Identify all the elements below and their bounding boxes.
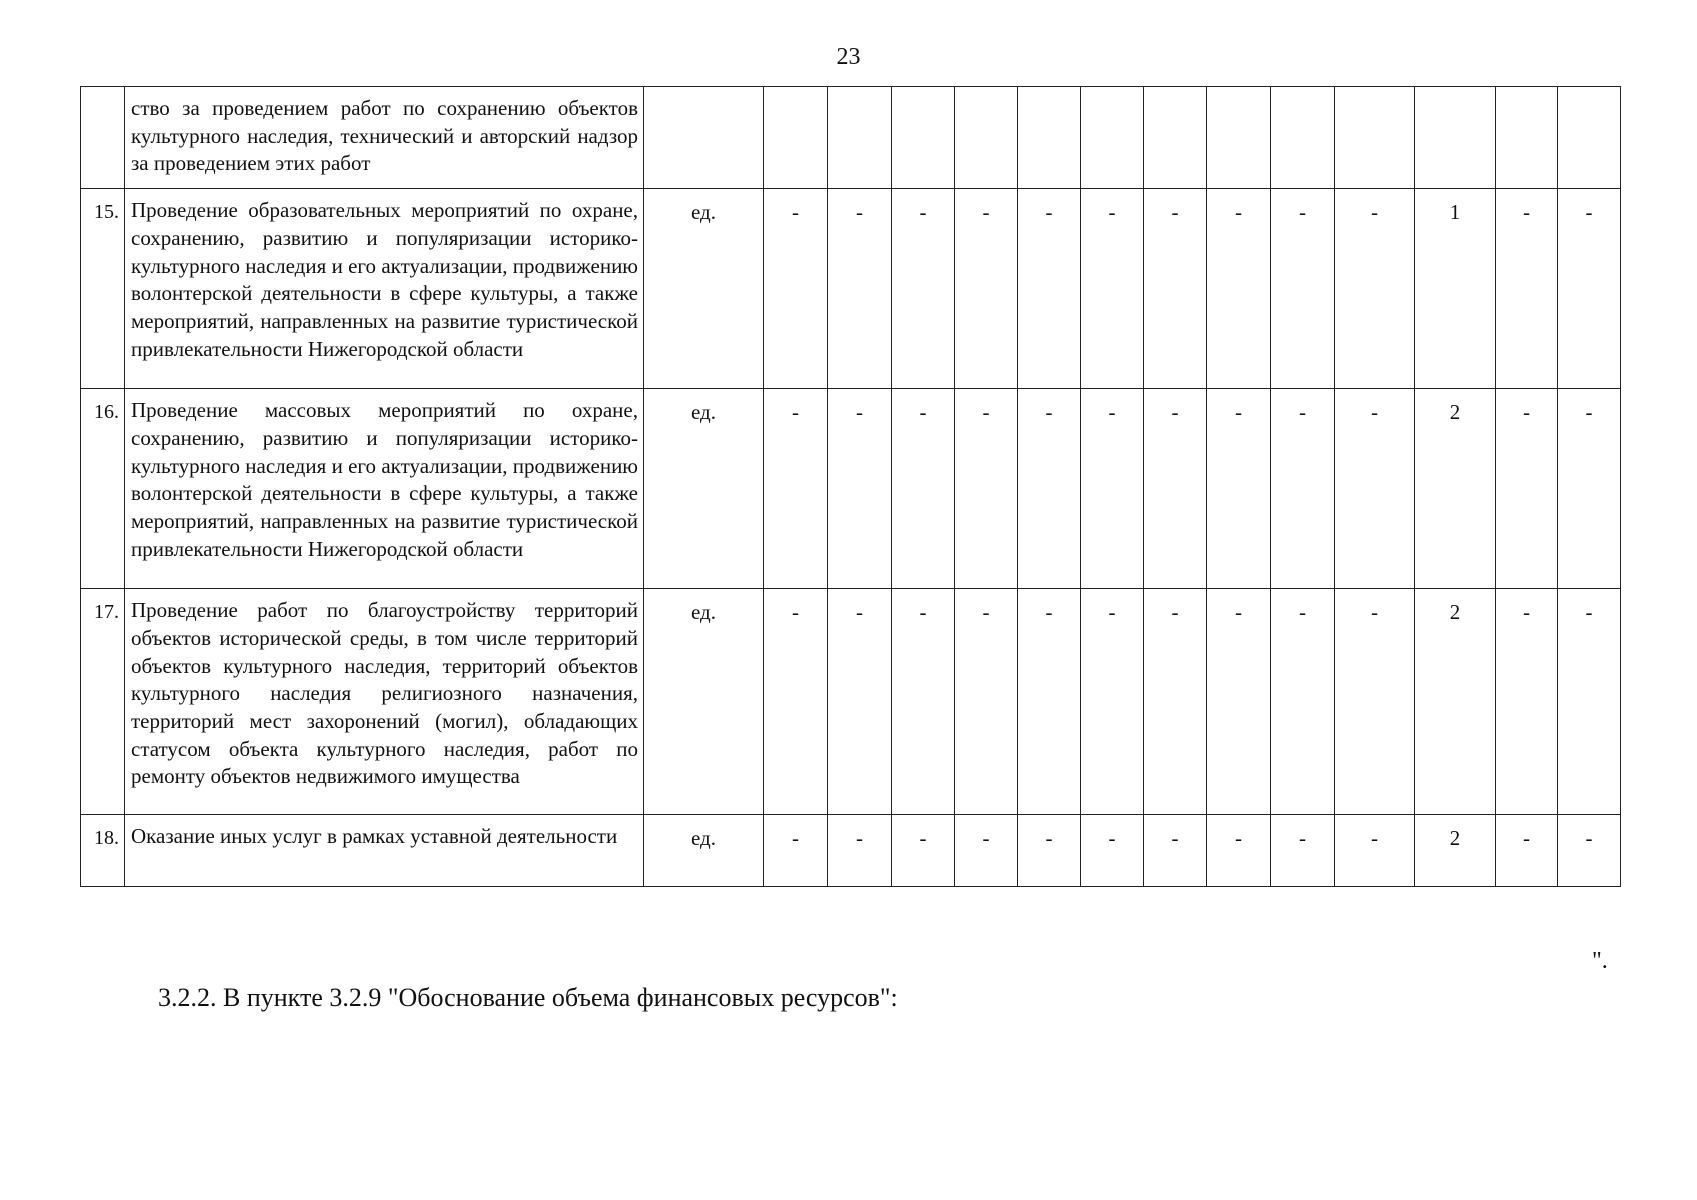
value-cell: - (764, 189, 828, 389)
value-cell: - (1144, 389, 1207, 589)
value-cell: - (1271, 189, 1335, 389)
row-number (81, 87, 125, 189)
value-cell: - (1335, 589, 1415, 815)
value-cell: - (1018, 815, 1081, 887)
value-cell (892, 87, 955, 189)
row-unit: ед. (644, 589, 764, 815)
value-cell: - (1081, 815, 1144, 887)
value-cell (1144, 87, 1207, 189)
value-cell: - (1496, 589, 1558, 815)
value-cell: - (892, 189, 955, 389)
value-cell (828, 87, 892, 189)
value-cell (1415, 87, 1496, 189)
value-cell: - (892, 589, 955, 815)
value-cell: - (764, 589, 828, 815)
value-cell: - (1558, 815, 1621, 887)
value-cell: - (1207, 589, 1271, 815)
value-cell: - (892, 815, 955, 887)
value-cell: - (1207, 389, 1271, 589)
value-cell: - (1207, 815, 1271, 887)
value-cell: - (1207, 189, 1271, 389)
value-cell: - (1271, 589, 1335, 815)
value-cell (1335, 87, 1415, 189)
value-cell (1496, 87, 1558, 189)
value-cell (1207, 87, 1271, 189)
value-cell (1271, 87, 1335, 189)
row-number: 18. (81, 815, 125, 887)
table-row (81, 589, 1621, 815)
table-row (81, 389, 1621, 589)
value-cell: - (1081, 589, 1144, 815)
value-cell: - (955, 189, 1018, 389)
row-name: Проведение образовательных мероприятий по охране, сохранению, развитию и популяризации историко-культурного наследия и его актуализации, продвижению волонтерской деятельности в сфере культуры, а также мероприятий, направленных на развитие туристической привлекательности Нижегородской области (125, 189, 644, 389)
value-cell: - (1496, 189, 1558, 389)
table-row (81, 815, 1621, 887)
table-row (81, 189, 1621, 389)
value-cell: - (764, 389, 828, 589)
closing-quote: ". (1592, 948, 1608, 974)
value-cell: - (828, 815, 892, 887)
row-name: ство за проведением работ по сохранению объектов культурного наследия, технический и авторский надзор за проведением этих работ (125, 87, 644, 189)
paragraph-3-2-2: 3.2.2. В пункте 3.2.9 "Обоснование объема финансовых ресурсов": (158, 983, 898, 1012)
value-cell: - (955, 589, 1018, 815)
row-number: 15. (81, 189, 125, 389)
value-cell: - (955, 815, 1018, 887)
value-cell (1558, 87, 1621, 189)
row-number: 16. (81, 389, 125, 589)
value-cell: 2 (1415, 815, 1496, 887)
value-cell: - (1018, 389, 1081, 589)
row-number: 17. (81, 589, 125, 815)
value-cell: - (1271, 815, 1335, 887)
indicator-table (80, 86, 1621, 887)
page-number: 23 (836, 44, 861, 70)
row-unit: ед. (644, 189, 764, 389)
row-unit: ед. (644, 815, 764, 887)
value-cell: - (1081, 189, 1144, 389)
value-cell: - (1271, 389, 1335, 589)
value-cell (1081, 87, 1144, 189)
value-cell: - (1335, 815, 1415, 887)
value-cell: - (1144, 815, 1207, 887)
value-cell: 1 (1415, 189, 1496, 389)
value-cell: - (1018, 589, 1081, 815)
value-cell: - (955, 389, 1018, 589)
row-name: Проведение массовых мероприятий по охране, сохранению, развитию и популяризации историко-культурного наследия и его актуализации, продвижению волонтерской деятельности в сфере культуры, а также мероприятий, направленных на развитие туристической привлекательности Нижегородской области (125, 389, 644, 589)
value-cell: - (1335, 389, 1415, 589)
value-cell (955, 87, 1018, 189)
value-cell: 2 (1415, 389, 1496, 589)
value-cell: - (1018, 189, 1081, 389)
value-cell: - (764, 815, 828, 887)
row-unit: ед. (644, 389, 764, 589)
table-row (81, 87, 1621, 189)
value-cell: - (828, 189, 892, 389)
value-cell (1018, 87, 1081, 189)
value-cell: - (828, 389, 892, 589)
value-cell: - (1144, 189, 1207, 389)
value-cell: - (1496, 389, 1558, 589)
value-cell: - (1558, 589, 1621, 815)
value-cell: - (1558, 189, 1621, 389)
row-name: Проведение работ по благоустройству территорий объектов исторической среды, в том числе территорий объектов культурного наследия, территорий объектов культурного наследия религиозного назначения, территорий мест захоронений (могил), обладающих статусом объекта культурного наследия, работ по ремонту объектов недвижимого имущества (125, 589, 644, 815)
row-name: Оказание иных услуг в рамках уставной деятельности (125, 815, 644, 887)
value-cell: - (1558, 389, 1621, 589)
value-cell: - (1335, 189, 1415, 389)
row-unit (644, 87, 764, 189)
value-cell (764, 87, 828, 189)
value-cell: - (1496, 815, 1558, 887)
value-cell: - (1081, 389, 1144, 589)
value-cell: 2 (1415, 589, 1496, 815)
value-cell: - (828, 589, 892, 815)
value-cell: - (892, 389, 955, 589)
value-cell: - (1144, 589, 1207, 815)
